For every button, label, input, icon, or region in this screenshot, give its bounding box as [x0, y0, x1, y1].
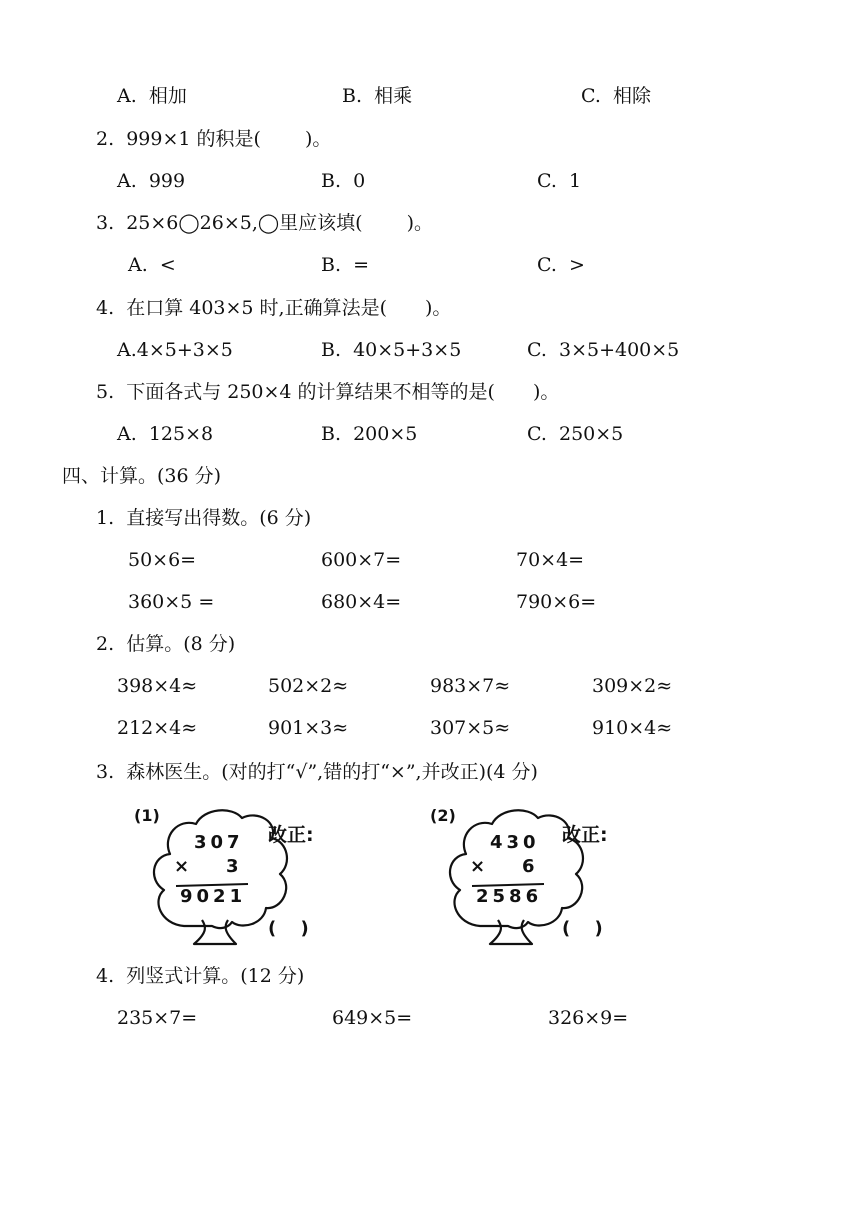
estimate-item: 910×4≈ — [592, 717, 673, 739]
q5-option-a: A. 125×8 — [117, 423, 214, 445]
q1-option-a: A. 相加 — [117, 85, 187, 107]
tree-problem-2 — [428, 804, 628, 949]
tree-index: (1) — [134, 806, 160, 825]
product: 2586 — [476, 886, 543, 907]
answer-paren: ( ) — [268, 918, 309, 939]
oral-calc-item: 790×6= — [516, 591, 597, 613]
q5-option-c: C. 250×5 — [527, 423, 624, 445]
q2-stem: 2. 999×1 的积是( )。 — [96, 128, 332, 150]
multiplicand: 307 — [194, 832, 244, 853]
multiplier: 3 — [226, 856, 239, 877]
vertical-calc-item: 235×7= — [117, 1007, 198, 1029]
correction-label: 改正: — [562, 824, 608, 846]
q4-stem: 4. 在口算 403×5 时,正确算法是( )。 — [96, 297, 452, 319]
q3-option-b: B. = — [321, 254, 370, 276]
part3-title: 3. 森林医生。(对的打“√”,错的打“×”,并改正)(4 分) — [96, 761, 538, 783]
oral-calc-item: 70×4= — [516, 549, 585, 571]
estimate-item: 307×5≈ — [430, 717, 511, 739]
oral-calc-item: 680×4= — [321, 591, 402, 613]
estimate-item: 502×2≈ — [268, 675, 349, 697]
q5-option-b: B. 200×5 — [321, 423, 418, 445]
q3-stem: 3. 25×6◯26×5,◯里应该填( )。 — [96, 212, 434, 234]
times-sign: × — [174, 856, 190, 877]
q2-option-b: B. 0 — [321, 170, 366, 192]
q1-option-b: B. 相乘 — [342, 85, 413, 107]
q3-option-a: A. < — [128, 254, 176, 276]
estimate-item: 983×7≈ — [430, 675, 511, 697]
part2-title: 2. 估算。(8 分) — [96, 633, 236, 655]
estimate-item: 398×4≈ — [117, 675, 198, 697]
vertical-calc-item: 326×9= — [548, 1007, 629, 1029]
tree-problem-1 — [132, 804, 332, 949]
correction-label: 改正: — [268, 824, 314, 846]
part1-title: 1. 直接写出得数。(6 分) — [96, 507, 312, 529]
times-sign: × — [470, 856, 486, 877]
vertical-calc-item: 649×5= — [332, 1007, 413, 1029]
estimate-item: 309×2≈ — [592, 675, 673, 697]
q2-option-c: C. 1 — [537, 170, 582, 192]
estimate-item: 901×3≈ — [268, 717, 349, 739]
q4-option-c: C. 3×5+400×5 — [527, 339, 680, 361]
tree-index: (2) — [430, 806, 456, 825]
q1-option-c: C. 相除 — [581, 85, 651, 107]
q4-option-a: A.4×5+3×5 — [117, 339, 233, 361]
q4-option-b: B. 40×5+3×5 — [321, 339, 462, 361]
section4-title: 四、计算。(36 分) — [62, 465, 222, 487]
q2-option-a: A. 999 — [117, 170, 186, 192]
part4-title: 4. 列竖式计算。(12 分) — [96, 965, 305, 987]
oral-calc-item: 600×7= — [321, 549, 402, 571]
q3-option-c: C. > — [537, 254, 585, 276]
answer-paren: ( ) — [562, 918, 603, 939]
oral-calc-item: 50×6= — [128, 549, 197, 571]
multiplicand: 430 — [490, 832, 540, 853]
estimate-item: 212×4≈ — [117, 717, 198, 739]
oral-calc-item: 360×5 = — [128, 591, 215, 613]
product: 9021 — [180, 886, 247, 907]
q5-stem: 5. 下面各式与 250×4 的计算结果不相等的是( )。 — [96, 381, 560, 403]
multiplier: 6 — [522, 856, 535, 877]
